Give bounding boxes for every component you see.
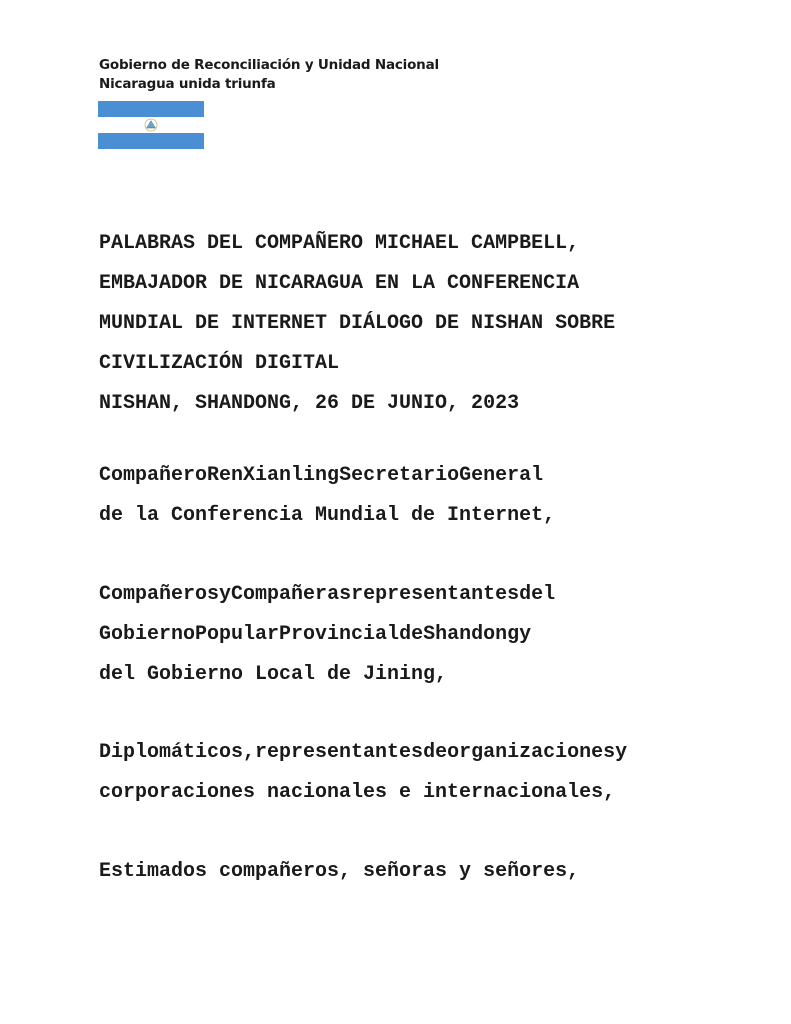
greeting-paragraph [99, 575, 704, 695]
paragraph-line: CompañeroRenXianlingSecretarioGeneral [99, 464, 544, 487]
paragraph-line: CompañerosyCompañerasrepresentantesdel [99, 583, 556, 606]
title-line: CIVILIZACIÓN DIGITAL [99, 352, 340, 375]
flag-stripe-top [98, 101, 204, 117]
paragraph-line: del Gobierno Local de Jining, [99, 663, 448, 686]
paragraph-line: GobiernoPopularProvincialdeShandongy [99, 623, 532, 646]
title-line: MUNDIAL DE INTERNET DIÁLOGO DE NISHAN SOBRE [99, 312, 616, 335]
paragraph-line: de la Conferencia Mundial de Internet, [99, 504, 556, 527]
government-name: Gobierno de Reconciliación y Unidad Nacional [99, 57, 439, 73]
paragraph-line: Diplomáticos,representantesdeorganizacionesy [99, 741, 628, 764]
title-line: PALABRAS DEL COMPAÑERO MICHAEL CAMPBELL, [99, 232, 580, 255]
title-line: EMBAJADOR DE NICARAGUA EN LA CONFERENCIA [99, 272, 580, 295]
speech-title [99, 224, 719, 424]
nicaragua-flag-icon [98, 101, 204, 149]
greeting-paragraph [99, 456, 704, 536]
greeting-paragraph [99, 733, 704, 813]
flag-stripe-bottom [98, 133, 204, 149]
greeting-paragraph [99, 852, 704, 892]
title-date-line: NISHAN, SHANDONG, 26 DE JUNIO, 2023 [99, 392, 520, 415]
paragraph-line: corporaciones nacionales e internacionales, [99, 781, 616, 804]
document-header [99, 56, 439, 94]
paragraph-line: Estimados compañeros, señoras y señores, [99, 860, 580, 883]
government-slogan: Nicaragua unida triunfa [99, 76, 276, 92]
